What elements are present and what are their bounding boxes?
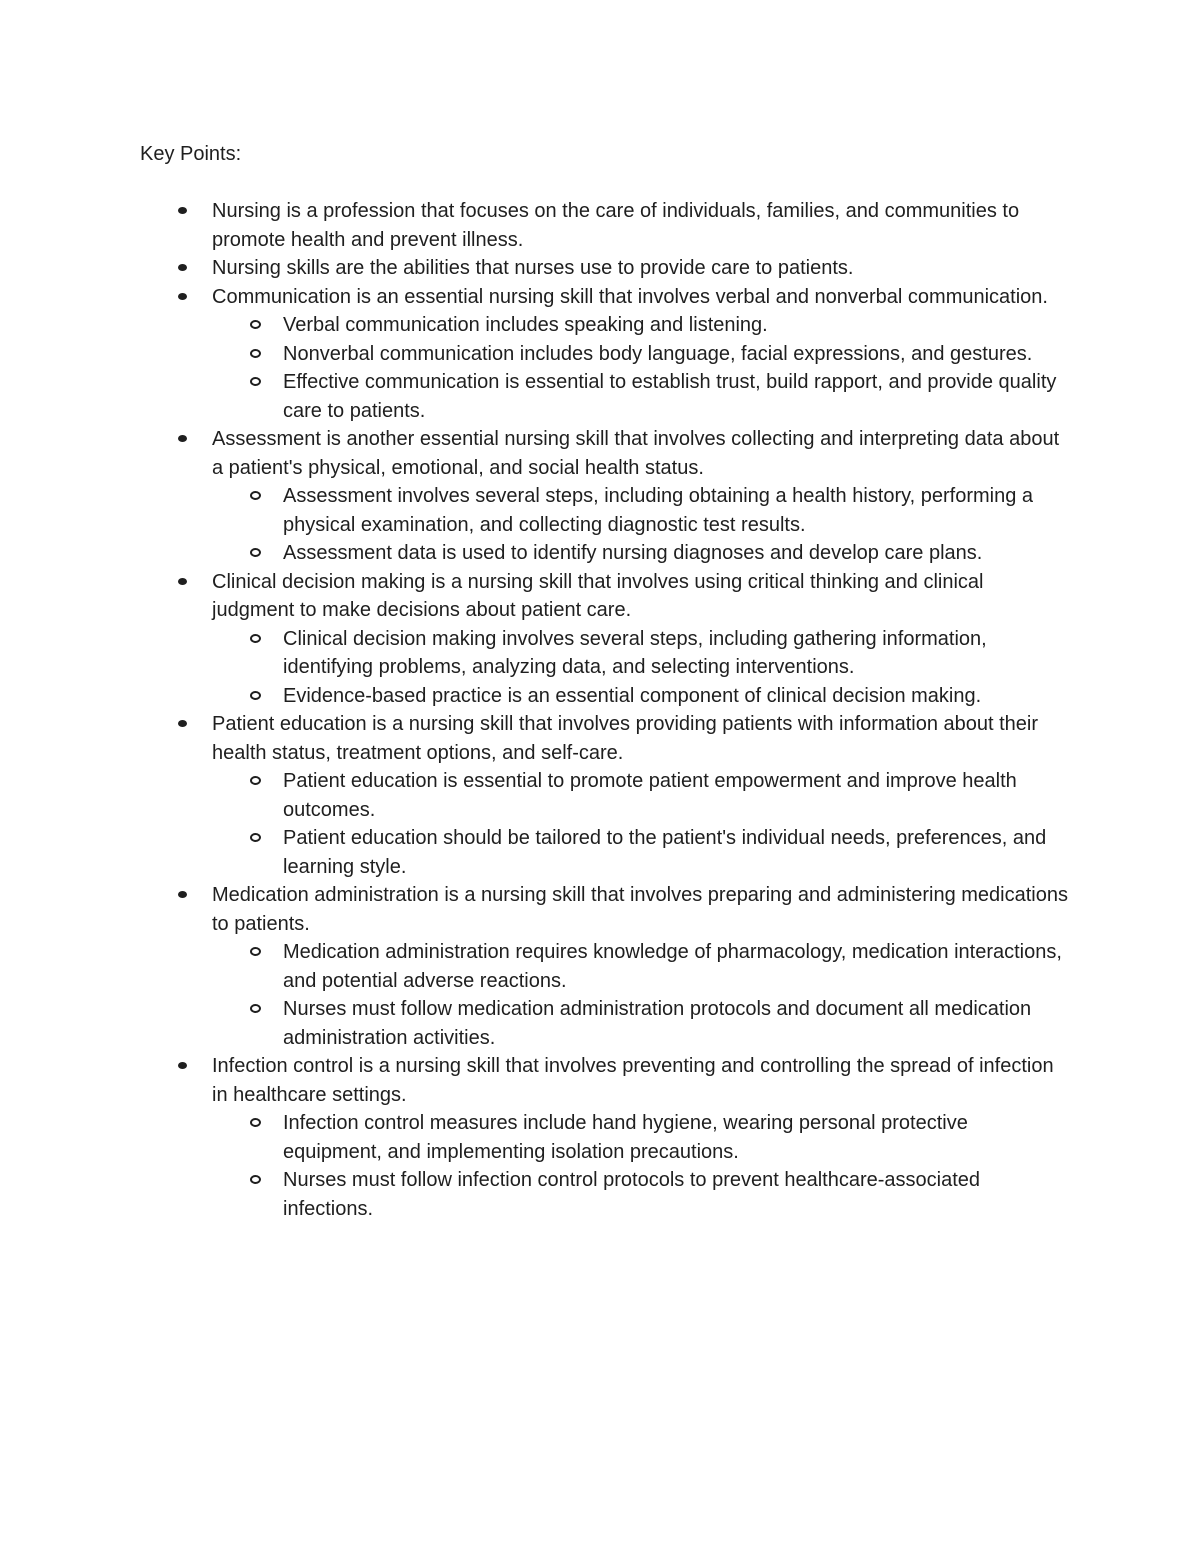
bullet-item-text: Infection control is a nursing skill that involves preventing and controlling the spread of infection in healthcare settings.: [212, 1055, 1054, 1106]
bullet-circle-icon: [250, 833, 261, 842]
sub-bullet-item-text: Nurses must follow infection control protocols to prevent healthcare-associated infections.: [283, 1169, 981, 1220]
sub-bullet-item-text: Verbal communication includes speaking and listening.: [283, 314, 768, 336]
bullet-circle-icon: [250, 349, 261, 358]
bullet-item-text: Nursing skills are the abilities that nurses use to provide care to patients.: [212, 257, 854, 279]
bullet-disc-icon: [178, 891, 187, 898]
sub-bullet-list: [212, 767, 1070, 881]
sub-bullet-item: [212, 1109, 1070, 1166]
bullet-circle-icon: [250, 947, 261, 956]
sub-bullet-item-text: Assessment involves several steps, including obtaining a health history, performing a physical examination, and collecting diagnostic test results.: [283, 485, 1034, 536]
bullet-item: [140, 197, 1070, 254]
bullet-item-text: Patient education is a nursing skill that involves providing patients with information about their health status, treatment options, and self-care.: [212, 713, 1039, 764]
blank-line: [140, 169, 1070, 198]
sub-bullet-item: [212, 625, 1070, 682]
bullet-disc-icon: [178, 264, 187, 271]
sub-bullet-list: [212, 625, 1070, 711]
bullet-circle-icon: [250, 320, 261, 329]
sub-bullet-item: [212, 1166, 1070, 1223]
sub-bullet-item: [212, 311, 1070, 340]
sub-bullet-item-text: Nonverbal communication includes body language, facial expressions, and gestures.: [283, 342, 1033, 365]
bullet-disc-icon: [178, 435, 187, 442]
bullet-item: [140, 568, 1070, 711]
sub-bullet-item-text: Infection control measures include hand hygiene, wearing personal protective equipment, and implementing isolation precautions.: [283, 1112, 968, 1163]
sub-bullet-list: [212, 311, 1070, 425]
bullet-item-text: Assessment is another essential nursing skill that involves collecting and interpreting data about a patient's physical, emotional, and social health status.: [212, 428, 1060, 479]
bullet-item: [140, 283, 1070, 426]
sub-bullet-item-text: Medication administration requires knowledge of pharmacology, medication interactions, and potential adverse reactions.: [283, 941, 1062, 992]
bullet-disc-icon: [178, 1062, 187, 1069]
document-content: [140, 140, 1070, 1223]
sub-bullet-item: [212, 767, 1070, 824]
bullet-disc-icon: [178, 720, 187, 727]
sub-bullet-item-text: Patient education is essential to promote patient empowerment and improve health outcomes.: [283, 770, 1017, 821]
bullet-item-text: Communication is an essential nursing skill that involves verbal and nonverbal communication.: [212, 285, 1048, 308]
sub-bullet-list: [212, 938, 1070, 1052]
bullet-disc-icon: [178, 207, 187, 214]
bullet-item: [140, 881, 1070, 1052]
bullet-disc-icon: [178, 578, 187, 585]
sub-bullet-item: [212, 938, 1070, 995]
sub-bullet-item-text: Effective communication is essential to establish trust, build rapport, and provide quality care to patients.: [283, 371, 1057, 422]
sub-bullet-item: [212, 539, 1070, 568]
sub-bullet-item: [212, 368, 1070, 425]
sub-bullet-item-text: Patient education should be tailored to the patient's individual needs, preferences, and learning style.: [283, 827, 1047, 878]
bullet-circle-icon: [250, 776, 261, 785]
bullet-circle-icon: [250, 1118, 261, 1127]
sub-bullet-item-text: Nurses must follow medication administration protocols and document all medication administration activities.: [283, 998, 1032, 1049]
sub-bullet-item: [212, 682, 1070, 711]
bullet-circle-icon: [250, 691, 261, 700]
bullet-item-text: Nursing is a profession that focuses on the care of individuals, families, and communities to promote health and prevent illness.: [212, 200, 1020, 251]
bullet-circle-icon: [250, 491, 261, 500]
sub-bullet-item: [212, 995, 1070, 1052]
sub-bullet-item: [212, 482, 1070, 539]
bullet-circle-icon: [250, 1004, 261, 1013]
bullet-circle-icon: [250, 377, 261, 386]
sub-bullet-item-text: Evidence-based practice is an essential component of clinical decision making.: [283, 684, 982, 707]
sub-bullet-item-text: Clinical decision making involves several steps, including gathering information, identifying problems, analyzing data, and selecting interventions.: [283, 627, 987, 678]
sub-bullet-item-text: Assessment data is used to identify nursing diagnoses and develop care plans.: [283, 542, 983, 564]
key-points-heading: Key Points:: [140, 143, 242, 165]
bullet-circle-icon: [250, 548, 261, 557]
sub-bullet-item: [212, 340, 1070, 369]
bullet-disc-icon: [178, 293, 187, 300]
key-points-list: [140, 197, 1070, 1223]
bullet-item: [140, 254, 1070, 283]
bullet-item-text: Medication administration is a nursing skill that involves preparing and administering medications to patients.: [212, 884, 1068, 935]
bullet-item-text: Clinical decision making is a nursing skill that involves using critical thinking and clinical judgment to make decisions about patient care.: [212, 570, 984, 621]
bullet-item: [140, 1052, 1070, 1223]
sub-bullet-list: [212, 1109, 1070, 1223]
bullet-item: [140, 710, 1070, 881]
bullet-item: [140, 425, 1070, 568]
sub-bullet-list: [212, 482, 1070, 568]
bullet-circle-icon: [250, 634, 261, 643]
bullet-circle-icon: [250, 1175, 261, 1184]
sub-bullet-item: [212, 824, 1070, 881]
